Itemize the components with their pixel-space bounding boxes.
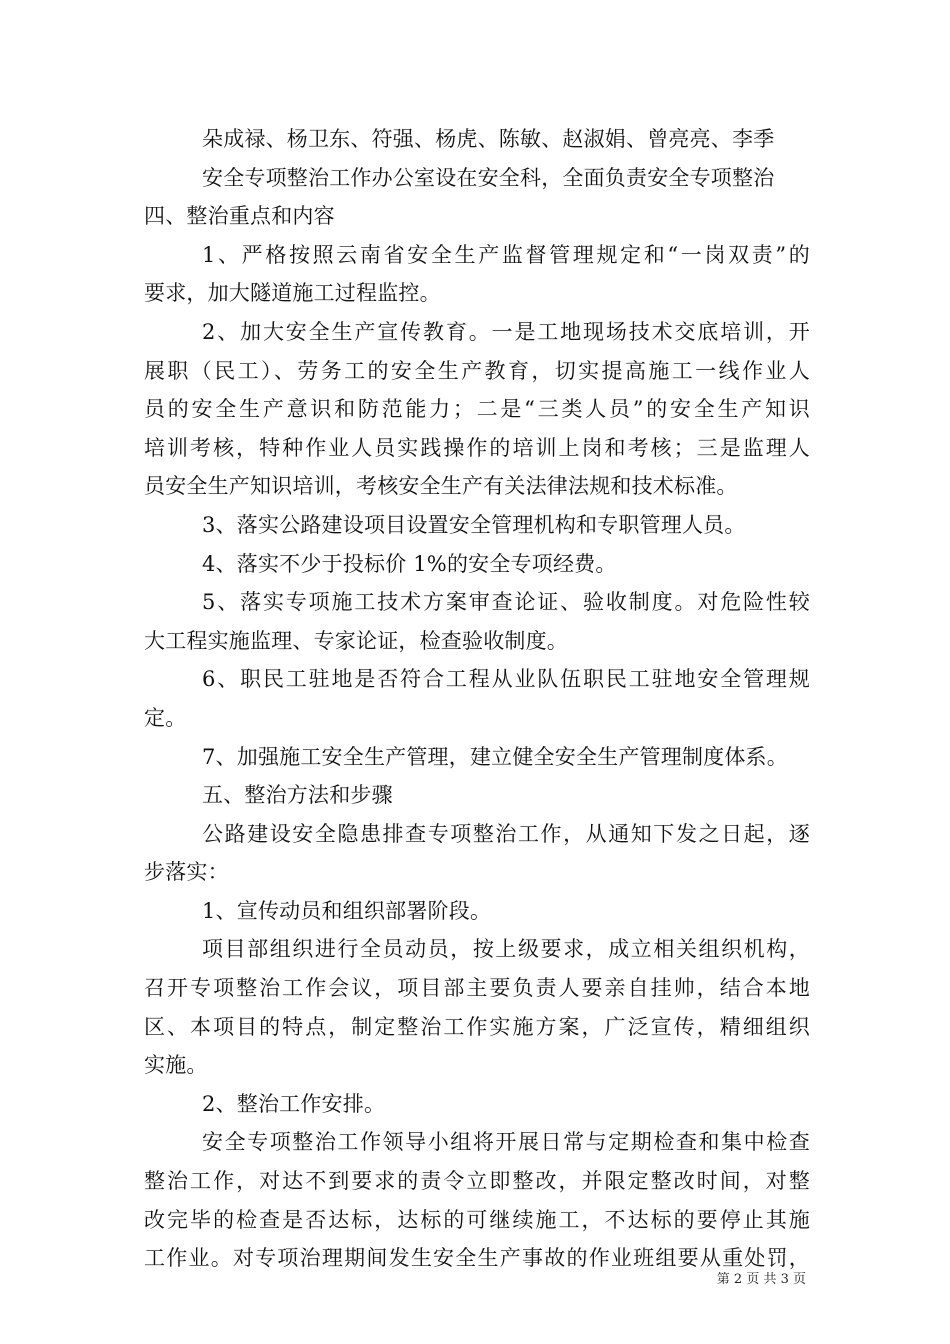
text-line: 步落实：: [144, 860, 229, 885]
text-line: 员的安全生产意识和防范能力；二是“三类人员”的安全生产知识: [144, 397, 810, 422]
text-line: 整治工作，对达不到要求的责令立即整改，并限定整改时间，对整: [144, 1169, 810, 1194]
text-line: 工作业。对专项治理期间发生安全生产事故的作业班组要从重处罚，: [144, 1246, 810, 1271]
text-line: 4、落实不少于投标价 1%的安全专项经费。: [202, 551, 617, 576]
text-line: 公路建设安全隐患排查专项整治工作，从通知下发之日起，逐: [202, 821, 810, 846]
text-line: 2、整治工作安排。: [202, 1091, 386, 1116]
text-line: 安全专项整治工作领导小组将开展日常与定期检查和集中检查: [202, 1130, 810, 1155]
text-line: 5、落实专项施工技术方案审查论证、验收制度。对危险性较: [202, 590, 810, 615]
section-heading: 四、整治重点和内容: [144, 204, 335, 229]
text-line: 区、本项目的特点，制定整治工作实施方案，广泛宣传，精细组织: [144, 1014, 810, 1039]
text-line: 1、严格按照云南省安全生产监督管理规定和“一岗双责”的: [202, 242, 810, 267]
text-line: 1、宣传动员和组织部署阶段。: [202, 898, 492, 923]
text-line: 大工程实施监理、专家论证，检查验收制度。: [144, 628, 568, 653]
section-heading: 五、整治方法和步骤: [202, 783, 393, 808]
text-line: 7、加强施工安全生产管理，建立健全安全生产管理制度体系。: [202, 744, 788, 769]
text-line: 6、职民工驻地是否符合工程从业队伍职民工驻地安全管理规: [202, 667, 810, 692]
text-line: 实施。: [144, 1053, 208, 1078]
page-number-footer: 第 2 页 共 3 页: [716, 1272, 806, 1287]
text-line: 项目部组织进行全员动员，按上级要求，成立相关组织机构，: [202, 937, 810, 962]
text-line: 培训考核，特种作业人员实践操作的培训上岗和考核；三是监理人: [144, 435, 810, 460]
text-line: 2、加大安全生产宣传教育。一是工地现场技术交底培训，开: [202, 319, 810, 344]
text-line: 3、落实公路建设项目设置安全管理机构和专职管理人员。: [202, 512, 746, 537]
text-line: 要求，加大隧道施工过程监控。: [144, 281, 441, 306]
text-line: 定。: [144, 705, 187, 730]
text-line: 展职（民工）、劳务工的安全生产教育，切实提高施工一线作业人: [144, 358, 810, 383]
text-line: 朵成禄、杨卫东、符强、杨虎、陈敏、赵淑娟、曾亮亮、李季: [202, 127, 775, 151]
text-line: 召开专项整治工作会议，项目部主要负责人要亲自挂帅，结合本地: [144, 976, 810, 1001]
text-line: 安全专项整治工作办公室设在安全科，全面负责安全专项整治: [202, 165, 775, 190]
text-line: 改完毕的检查是否达标，达标的可继续施工，不达标的要停止其施: [144, 1207, 810, 1232]
text-line: 员安全生产知识培训，考核安全生产有关法律法规和技术标准。: [144, 474, 738, 499]
document-body: [144, 120, 810, 1278]
